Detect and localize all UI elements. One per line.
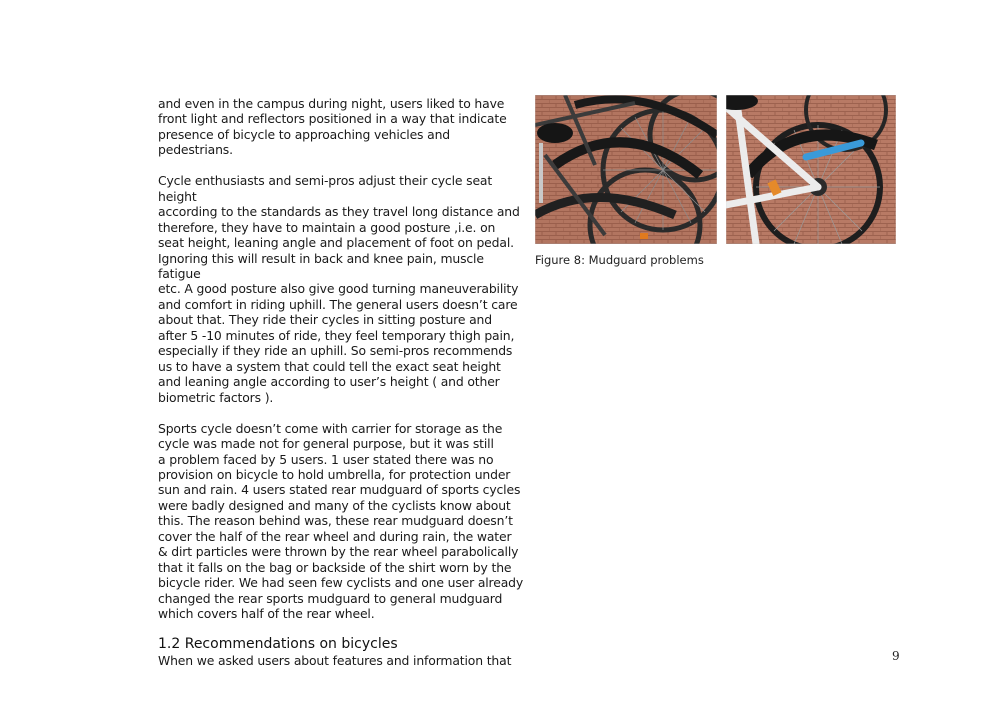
paragraph-mudguard: Sports cycle doesn’t come with carrier for storage as the cycle was made not for general purpose, but it was still a problem faced by 5 users. 1 user stated there was no provision on bicycle to hold umbrella, for protection under sun and rain. 4 users stated rear mudguard of sports cycles were badly designed and many of the cyclists know about this. The reason behind was, these rear mudguard doesn’t cover the half of the rear wheel and during rain, the water & dirt particles were thrown by the rear wheel parabolically that it falls on the bag or backside of the shirt worn by the bicycle rider. We had seen few cyclists and one user already changed the rear sports mudguard to general mudguard which covers half of the rear wheel. — [158, 420, 524, 622]
mudguard-photo-black-bicycles — [535, 95, 717, 244]
paragraph-seat-posture: Cycle enthusiasts and semi-pros adjust their cycle seat height according to the standards as they travel long distance and therefore, they have to maintain a good posture ,i.e. on seat height, leaning angle and placement of foot on pedal. Ignoring this will result in back and knee pain, muscle fatigue etc. A good posture also give good turning maneuverability and comfort in riding uphill. The general users doesn’t care about that. They ride their cycles in sitting posture and after 5 -10 minutes of ride, they feel temporary thigh pain, especially if they ride an uphill. So semi-pros recommends us to have a system that could tell the exact seat height and leaning angle according to user’s height ( and other biometric factors ). — [158, 173, 520, 405]
body-text-column — [158, 96, 528, 668]
page-number: 9 — [892, 649, 900, 663]
paragraph-night-lights: and even in the campus during night, users liked to have front light and reflectors positioned in a way that indicate presence of bicycle to approaching vehicles and pedestrians. — [158, 96, 507, 158]
figure-caption: Figure 8: Mudguard problems — [535, 253, 704, 267]
section-intro: When we asked users about features and information that — [158, 652, 512, 668]
mudguard-photo-white-bicycle — [726, 95, 896, 244]
section-heading: 1.2 Recommendations on bicycles — [158, 635, 398, 652]
